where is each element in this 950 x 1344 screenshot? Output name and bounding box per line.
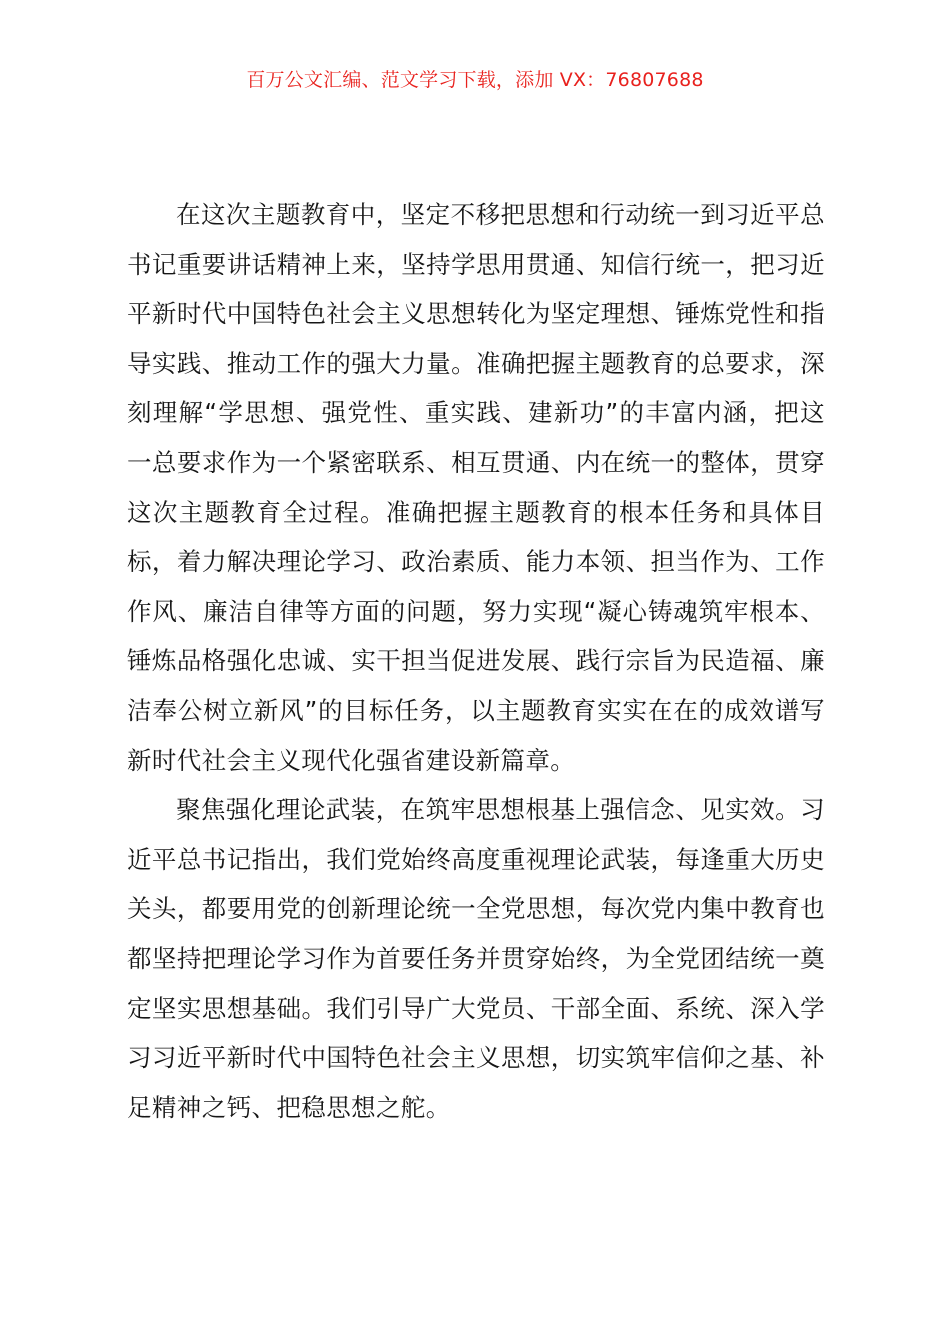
watermark-header: 百万公文汇编、范文学习下载，添加 VX：76807688 — [246, 69, 704, 91]
paragraph-1: 在这次主题教育中，坚定不移把思想和行动统一到习近平总书记重要讲话精神上来，坚持学思用贯通、知信行统一，把习近平新时代中国特色社会主义思想转化为坚定理想、锤炼党性和指导实践、推动工作的强大力量。准确把握主题教育的总要求，深刻理解“学思想、强党性、重实践、建新功”的丰富内涵，把这一总要求作为一个紧密联系、相互贯通、内在统一的整体，贯穿这次主题教育全过程。准确把握主题教育的根本任务和具体目标，着力解决理论学习、政治素质、能力本领、担当作为、工作作风、廉洁自律等方面的问题，努力实现“凝心铸魂筑牢根本、锤炼品格强化忠诚、实干担当促进发展、践行宗旨为民造福、廉洁奉公树立新风”的目标任务，以主题教育实实在在的成效谱写新时代社会主义现代化强省建设新篇章。 — [127, 200, 825, 775]
document-body — [127, 190, 825, 1132]
paragraph-2: 聚焦强化理论武装，在筑牢思想根基上强信念、见实效。习近平总书记指出，我们党始终高度重视理论武装，每逢重大历史关头，都要用党的创新理论统一全党思想，每次党内集中教育也都坚持把理论学习作为首要任务并贯穿始终，为全党团结统一奠定坚实思想基础。我们引导广大党员、干部全面、系统、深入学习习近平新时代中国特色社会主义思想，切实筑牢信仰之基、补足精神之钙、把稳思想之舵。 — [127, 795, 825, 1122]
